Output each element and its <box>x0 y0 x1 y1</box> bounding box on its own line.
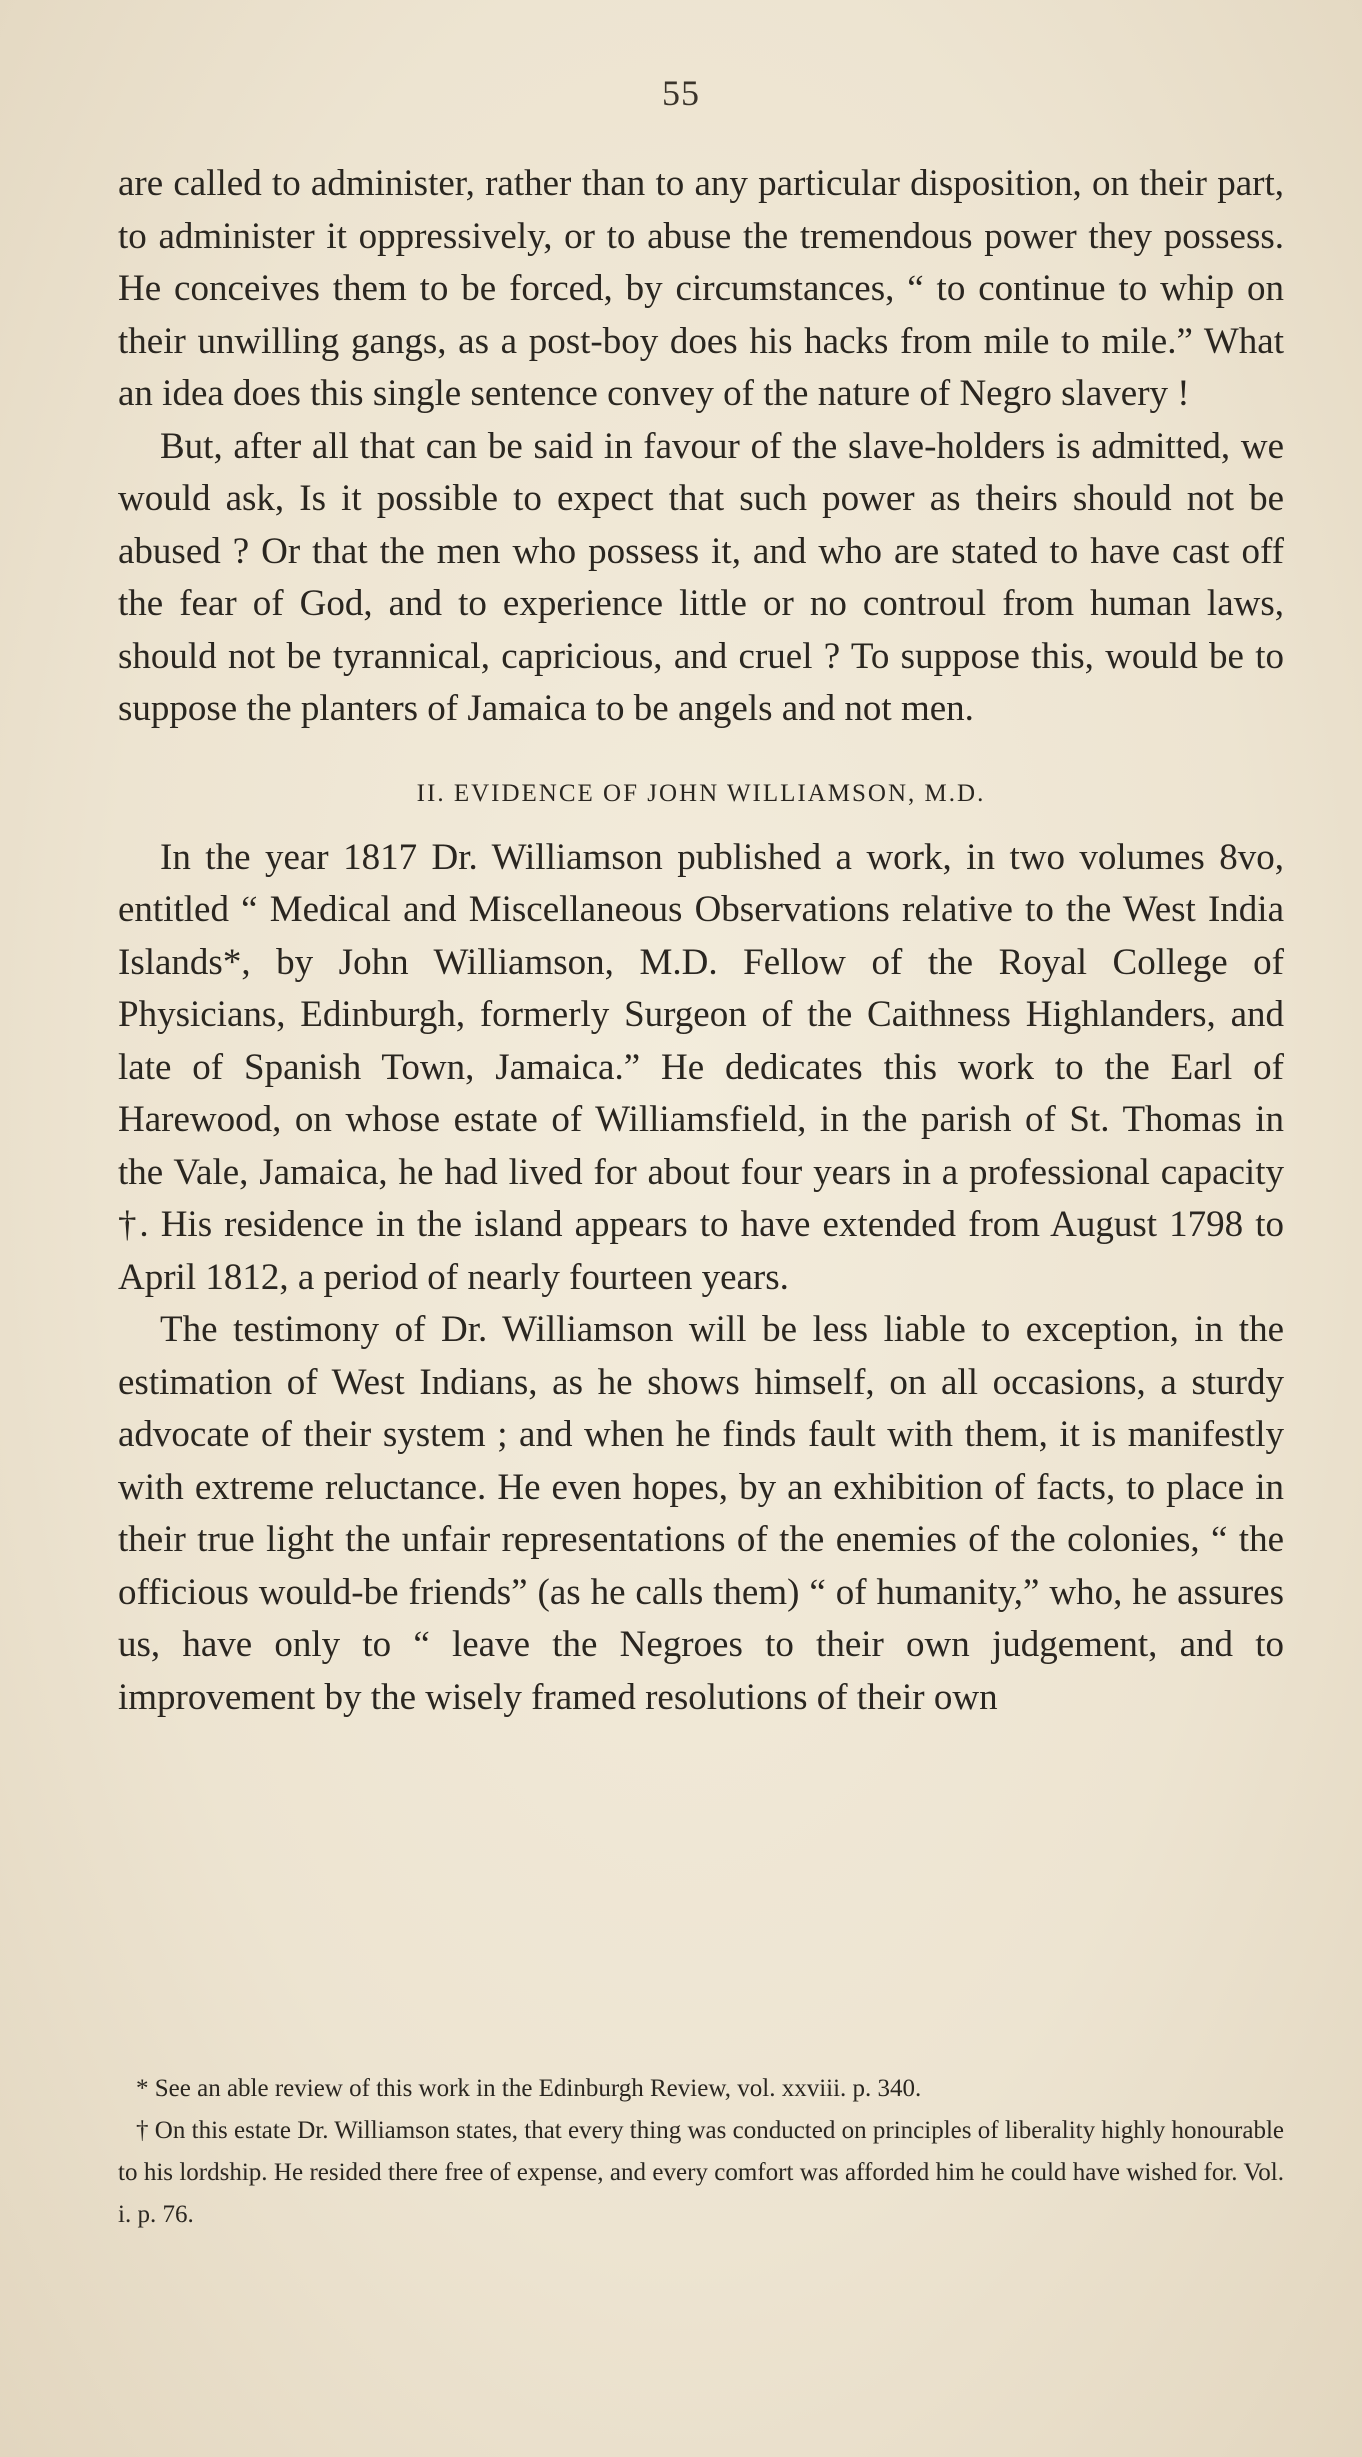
paragraph-williamson-work: In the year 1817 Dr. Williamson published a work, in two volumes 8vo, entitled “ Medical and Miscellaneous Observations relative to the West India Islands*, by John Williamson, M.D. Fellow of the Royal College of Physicians, Edinburgh, formerly Surgeon of the Caithness Highlanders, and late of Spanish Town, Jamaica.” He dedicates this work to the Earl of Harewood, on whose estate of Williamsfield, in the parish of St. Thomas in the Vale, Jamaica, he had lived for about four years in a professional capacity †. His residence in the island appears to have extended from August 1798 to April 1812, a period of nearly fourteen years. <box>118 836 1284 1298</box>
footnote-dagger: † On this estate Dr. Williamson states, that every thing was conducted on principles of liberality highly honourable to his lordship. He resided there free of expense, and every comfort was afforded him he could have wished for. Vol. i. p. 76. <box>118 2117 1284 2228</box>
body-text <box>118 158 1284 1724</box>
paragraph-slaveholders: But, after all that can be said in favour of the slave-holders is admitted, we would ask, Is it possible to expect that such power as theirs should not be abused ? Or that the men who possess it, and who are stated to have cast off the fear of God, and to experience little or no controul from human laws, should not be tyrannical, capricious, and cruel ? To suppose this, would be to suppose the planters of Jamaica to be angels and not men. <box>118 425 1284 729</box>
footnotes <box>118 2068 1284 2236</box>
footnote-asterisk: * See an able review of this work in the Edinburgh Review, vol. xxviii. p. 340. <box>136 2075 922 2102</box>
section-heading: II. EVIDENCE OF JOHN WILLIAMSON, M.D. <box>416 779 986 807</box>
paragraph-williamson-testimony: The testimony of Dr. Williamson will be less liable to exception, in the estimation of West Indians, as he shows himself, on all occasions, a sturdy advocate of their system ; and when he finds fault with them, it is manifestly with extreme reluctance. He even hopes, by an exhibition of facts, to place in their true light the unfair representations of the enemies of the colonies, “ the officious would-be friends” (as he calls them) “ of humanity,” who, he assures us, have only to “ leave the Negroes to their own judgement, and to improvement by the wisely framed resolutions of their own <box>118 1309 1284 1718</box>
paragraph-continuation: are called to administer, rather than to any particular disposition, on their part, to administer it oppressively, or to abuse the tremendous power they possess. He conceives them to be forced, by circumstances, “ to continue to whip on their unwilling gangs, as a post-boy does his hacks from mile to mile.” What an idea does this single sentence convey of the nature of Negro slavery ! <box>118 163 1284 414</box>
page-number: 55 <box>662 73 700 113</box>
